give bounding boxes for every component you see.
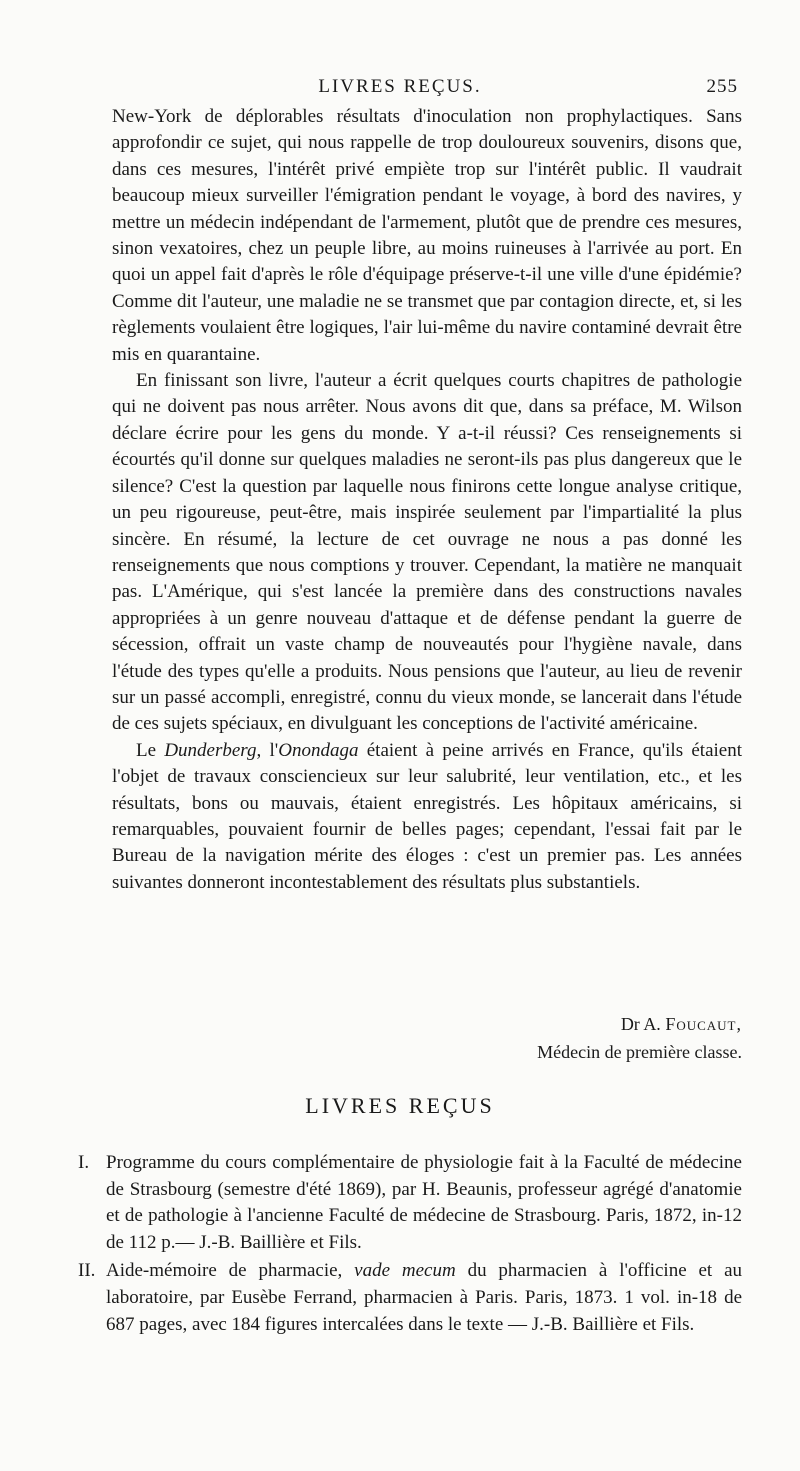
list-item	[78, 1258, 742, 1338]
list-item-text-prefix: Aide-mémoire de pharmacie,	[106, 1260, 355, 1282]
running-head	[0, 70, 800, 104]
ship-name-onondaga: Onondaga	[278, 739, 359, 761]
list-item-number: II.	[78, 1260, 96, 1282]
paragraph-2: En finissant son livre, l'auteur a écrit quelques courts chapitres de pathologie qui ne doivent pas nous arrêter. Nous avons dit que, dans sa préface, M. Wilson déclare écrire pour les gens du monde. Y a-t-il réussi? Ces renseignements si écourtés qu'il donne sur quelques maladies ne seront-ils pas plus dangereux que le silence? C'est la question par laquelle nous finirons cette longue analyse critique, un peu rigoureuse, peut-être, mais inspirée seulement par l'impartialité la plus sincère. En résumé, la lecture de cet ouvrage ne nous a pas donné les renseignements que nous comptions y trouver. Cependant, la matière ne manquait pas. L'Amérique, qui s'est lancée la première dans des constructions navales appropriées à un genre nouveau d'attaque et de défense pendant la guerre de sécession, offrait un vaste champ de nouveautés pour l'hygiène navale, dans l'étude des types qu'elle a produits. Nous pensions que l'auteur, au lieu de revenir sur un passé accompli, enregistré, connu du vieux monde, se lancerait dans l'étude de ces sujets spéciaux, en divulguant les conceptions de l'activité américaine.	[112, 370, 742, 735]
paragraph-3-prefix: Le	[136, 739, 165, 761]
signature-prefix: Dr A.	[620, 1014, 666, 1034]
list-item-number: I.	[78, 1152, 90, 1173]
paragraph-3	[112, 738, 742, 896]
running-head-title: LIVRES REÇUS.	[318, 76, 482, 97]
list-item	[78, 1150, 742, 1256]
list-item-text-italic: vade mecum	[354, 1260, 456, 1282]
page-number: 255	[706, 76, 738, 97]
list-item-text	[106, 1258, 742, 1338]
signature-title: Médecin de première classe.	[537, 1042, 742, 1062]
paragraph-3-separator: , l'	[256, 739, 279, 761]
ship-name-dunderberg: Dunderberg	[164, 739, 257, 761]
signature-name	[112, 1010, 742, 1038]
signature-surname: Foucaut,	[665, 1014, 742, 1034]
list-item-text: Programme du cours complémentaire de physiologie fait à la Faculté de médecine de Strasbourg (semestre d'été 1869), par H. Beaunis, professeur agrégé d'anatomie et de pathologie à l'ancienne Faculté de médecine de Strasbourg. Paris, 1872, in-12 de 112 p.— J.-B. Baillière et Fils.	[106, 1152, 742, 1253]
section-title: LIVRES REÇUS	[305, 1093, 495, 1118]
review-body	[112, 104, 742, 896]
list-item-text-rest: du pharmacien à l'officine et au laboratoire, par Eusèbe Ferrand, pharmacien à Paris. Paris, 1873. 1 vol. in-18 de 687 pages, avec 184 figures intercalées dans le texte — J.-B. Baillière et Fils.	[106, 1260, 742, 1335]
paragraph-3-rest: étaient à peine arrivés en France, qu'ils étaient l'objet de travaux consciencieux sur leur salubrité, leur ventilation, etc., et les résultats, bons ou mauvais, étaient enregistrés. Les hôpitaux américains, si remarquables, pouvaient fournir de belles pages; cependant, l'essai fait par le Bureau de la navigation mérite des éloges : c'est un premier pas. Les années suivantes donneront incontestablement des résultats plus substantiels.	[112, 739, 743, 893]
paragraph-1: New-York de déplorables résultats d'inoculation non prophylactiques. Sans approfondir ce sujet, qui nous rappelle de trop douloureux souvenirs, disons que, dans ces mesures, l'intérêt privé empiète trop sur l'intérêt public. Il vaudrait beaucoup mieux surveiller l'émigration pendant le voyage, à bord des navires, y mettre un médecin indépendant de l'armement, plutôt que de prendre ces mesures, sinon vexatoires, chez un peuple libre, au moins ruineuses à l'arrivée au port. En quoi un appel fait d'après le rôle d'équipage préserve-t-il une ville d'une épidémie? Comme dit l'auteur, une maladie ne se transmet que par contagion directe, et, si les règlements voulaient être logiques, l'air lui-même du navire contaminé devrait être mis en quarantaine.	[112, 106, 742, 365]
book-list	[78, 1150, 742, 1340]
